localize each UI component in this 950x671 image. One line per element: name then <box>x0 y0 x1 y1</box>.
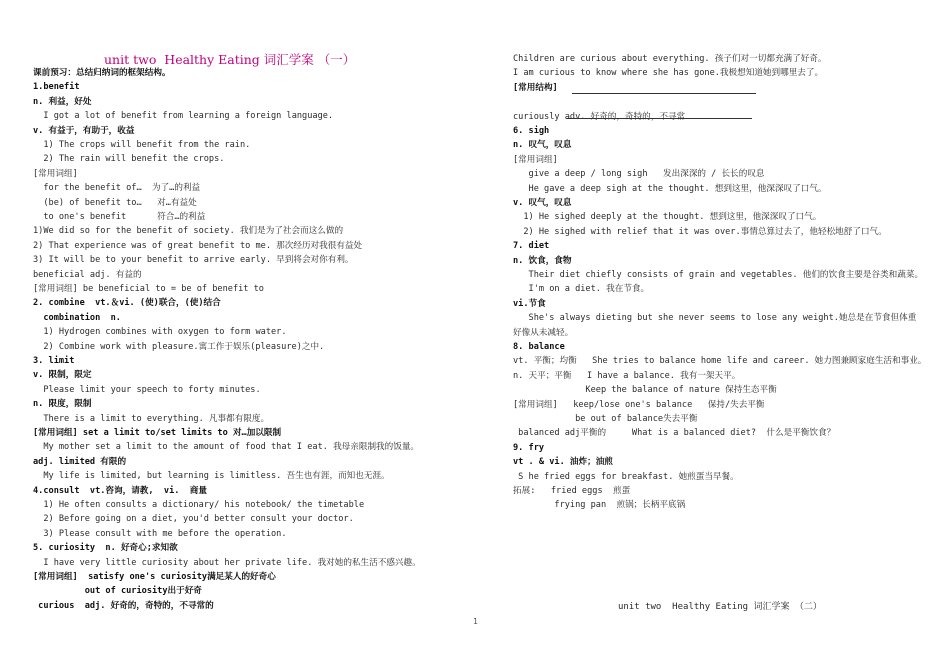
fill-in-blank-line <box>572 93 756 94</box>
right-text-line: I am curious to know where she has gone.我极想知道她到哪里去了。 <box>513 68 824 79</box>
right-text-line: n. 天平；平衡 I have a balance. 我有一架天平。 <box>513 370 741 381</box>
right-text-line: 9. fry <box>513 442 545 453</box>
right-text-line: 拓展: fried eggs 煎蛋 <box>513 486 631 496</box>
right-text-line: S he fried eggs for breakfast. 她煎蛋当早餐。 <box>513 471 739 482</box>
right-text-line: He gave a deep sigh at the thought. 想到这里，他深深叹了口气。 <box>513 183 827 194</box>
right-text-line: give a deep / long sigh 发出深深的 / 长长的叹息 <box>513 169 765 180</box>
right-text-line: n. 叹气，叹息 <box>513 140 572 151</box>
right-text-line: Their diet chiefly consists of grain and vegetables. 他们的饮食主要是谷类和蔬菜。 <box>513 270 924 280</box>
left-text-line: 1) He often consults a dictionary/ his notebook/ the timetable <box>33 500 365 510</box>
page-title: unit two Healthy Eating 词汇学案 （一） <box>104 52 356 67</box>
left-text-line: My mother set a limit to the amount of food that I eat. 我母亲限制我的饭量。 <box>33 442 420 453</box>
right-text-line: [常用词组] keep/lose one's balance 保持/失去平衡 <box>513 399 765 410</box>
right-text-line: 1) He sighed deeply at the thought. 想到这里，他深深叹了口气。 <box>513 212 822 223</box>
left-text-line: 2. combine vt.＆vi. (使)联合，(使)结合 <box>33 298 221 309</box>
right-text-line: 8. balance <box>513 342 565 352</box>
right-text-line: frying pan 煎锅；长柄平底锅 <box>513 500 686 511</box>
right-text-line: Children are curious about everything. 孩子们对一切都充满了好奇。 <box>513 54 827 64</box>
fill-in-blank-line <box>566 118 752 119</box>
left-text-line: to one's benefit 符合…的利益 <box>33 212 206 222</box>
left-text-line: 2) The rain will benefit the crops. <box>33 154 225 165</box>
left-text-line: n. 利益，好处 <box>33 96 92 107</box>
left-text-line: curious adj. 好奇的，奇特的，不寻常的 <box>33 600 214 611</box>
right-text-line: She's always dieting but she never seems to lose any weight.她总是在节食但体重 <box>513 313 917 324</box>
left-text-line: 5. curiosity n. 好奇心;求知欲 <box>33 543 178 554</box>
left-text-line: 4.consult vt.咨询，请教, vi. 商量 <box>33 485 207 496</box>
left-text-line: 2) Combine work with pleasure.寓工作于娱乐(pleasure)之中. <box>33 341 325 352</box>
right-text-line: I'm on a diet. 我在节食。 <box>513 284 650 295</box>
right-text-line: 6. sigh <box>513 126 550 136</box>
left-text-line: 3) It will be to your benefit to arrive early. 早到将会对你有利。 <box>33 255 354 266</box>
left-text-line: 1.benefit <box>33 82 80 93</box>
right-text-line: 好像从未减轻。 <box>513 327 574 338</box>
left-text-line: for the benefit of… 为了…的利益 <box>33 183 201 194</box>
left-text-line: [常用词组] satisfy one's curiosity满足某人的好奇心 <box>33 572 276 582</box>
left-text-line: 课前预习：总结归纳词的框架结构。 <box>33 68 171 78</box>
left-text-line: 3. limit <box>33 356 75 366</box>
right-text-line: vt. 平衡；均衡 She tries to balance home life and career. 她力图兼顾家庭生活和事业。 <box>513 356 927 367</box>
right-text-line: [常用结构] <box>513 82 558 93</box>
left-text-line: 1)We did so for the benefit of society. 我们是为了社会而这么做的 <box>33 226 344 237</box>
left-text-line: v. 有益于，有助于，收益 <box>33 125 135 136</box>
left-text-line: There is a limit to everything. 凡事都有限度。 <box>33 413 270 424</box>
right-text-line: 7. diet <box>513 241 550 252</box>
left-text-line: 3) Please consult with me before the operation. <box>33 528 287 539</box>
left-text-line: 2) Before going on a diet, you'd better consult your doctor. <box>33 514 354 525</box>
right-text-line: balanced adj平衡的 What is a balanced diet? 什么是平衡饮食？ <box>513 428 836 439</box>
left-text-line: I got a lot of benefit from learning a foreign language. <box>33 111 334 122</box>
left-text-line: [常用词组] <box>33 168 78 179</box>
left-text-line: 1) Hydrogen combines with oxygen to form water. <box>33 327 287 338</box>
left-text-line: (be) of benefit to… 对…有益处 <box>33 197 197 208</box>
page-number: 1 <box>473 617 478 626</box>
left-text-line: Please limit your speech to forty minutes. <box>33 384 261 395</box>
left-text-line: v. 限制，限定 <box>33 370 92 381</box>
next-page-title: unit two Healthy Eating 词汇学案 （二） <box>618 602 822 612</box>
right-text-line: v. 叹气，叹息 <box>513 198 572 208</box>
right-text-line: 2) He sighed with relief that it was over.事情总算过去了，他轻松地舒了口气。 <box>513 226 887 237</box>
left-text-line: 2) That experience was of great benefit to me. 那次经历对我很有益处 <box>33 240 363 251</box>
right-text-line: vi.节食 <box>513 298 546 309</box>
right-text-line: Keep the balance of nature 保持生态平衡 <box>513 385 777 396</box>
right-text-line: vt . & vi. 油炸；油煎 <box>513 457 613 468</box>
right-text-line: [常用词组] <box>513 154 558 165</box>
right-text-line: be out of balance失去平衡 <box>513 414 698 424</box>
left-text-line: I have very little curiosity about her private life. 我对她的私生活不感兴趣。 <box>33 557 421 568</box>
right-text-line: curiously adv. 好奇的，奇特的，不寻常 <box>513 111 686 122</box>
right-text-line: n. 饮食，食物 <box>513 255 572 266</box>
left-text-line: out of curiosity出于好奇 <box>33 586 202 597</box>
left-text-line: combination n. <box>33 312 121 323</box>
left-text-line: beneficial adj. 有益的 <box>33 269 142 280</box>
left-text-line: [常用词组] be beneficial to = be of benefit to <box>33 284 264 294</box>
left-text-line: [常用词组] set a limit to/set limits to 对…加以限制 <box>33 428 282 438</box>
left-text-line: n. 限度，限制 <box>33 399 92 410</box>
left-text-line: 1) The crops will benefit from the rain. <box>33 140 251 150</box>
left-text-line: My life is limited, but learning is limitless. 吾生也有涯，而知也无涯。 <box>33 471 390 482</box>
left-text-line: adj. limited 有限的 <box>33 456 127 467</box>
